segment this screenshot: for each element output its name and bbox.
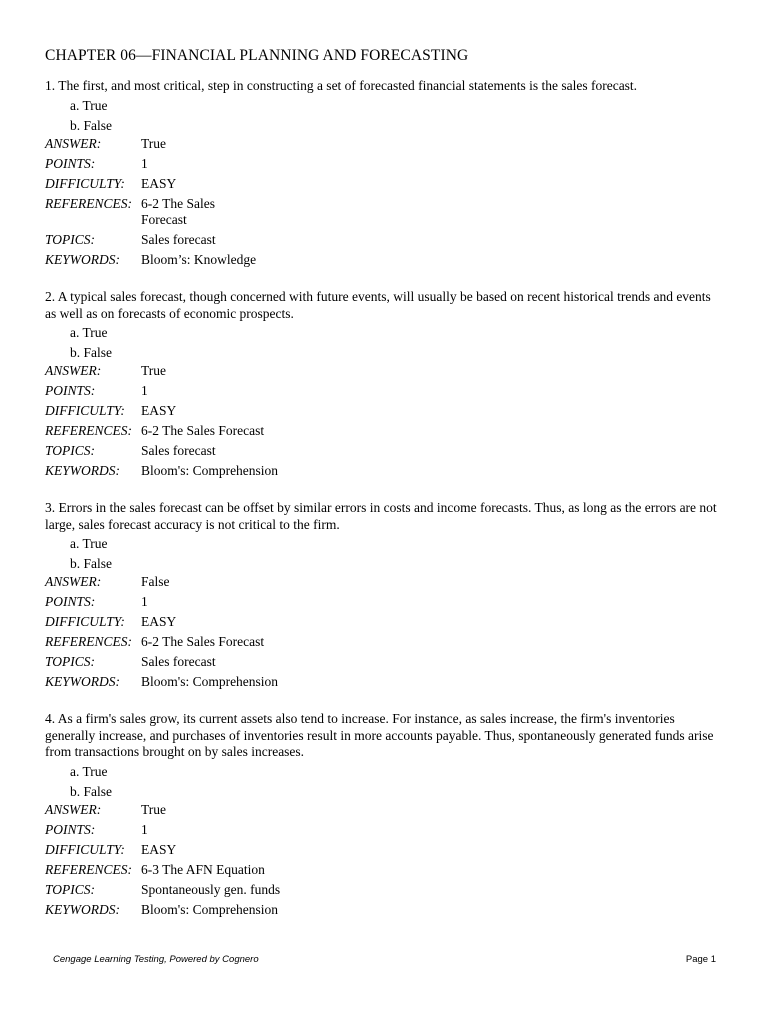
answer-label: ANSWER: <box>45 574 102 589</box>
topics-value: Sales forecast <box>141 232 216 248</box>
references-value: 6-2 The Sales Forecast <box>141 423 265 439</box>
keywords-value: Bloom's: Comprehension <box>141 901 279 917</box>
question-1 <box>45 78 725 273</box>
keywords-value: Bloom’s: Knowledge <box>141 252 257 268</box>
question-stem: 4. As a firm's sales grow, its current assets also tend to increase. For instance, as sales increase, the firm's inventories generally increase, and purchases of inventories result in more accounts payable. Thus, spontaneously generated funds arise from transactions brought on by sales increases. <box>45 711 714 759</box>
points-row <box>45 822 725 839</box>
question-2 <box>45 289 725 484</box>
points-value: 1 <box>141 821 148 837</box>
points-value: 1 <box>141 155 148 171</box>
answer-row <box>45 136 725 153</box>
question-stem: 3. Errors in the sales forecast can be offset by similar errors in costs and income forecasts. Thus, as long as the errors are not large, sales forecast accuracy is not critical to the firm. <box>45 500 717 532</box>
references-label: REFERENCES: <box>45 423 132 439</box>
difficulty-label: DIFFICULTY: <box>45 175 125 191</box>
points-value: 1 <box>141 594 148 610</box>
keywords-value: Bloom's: Comprehension <box>141 674 279 690</box>
topics-value: Spontaneously gen. funds <box>141 881 281 897</box>
points-row <box>45 383 725 400</box>
question-stem: 1. The first, and most critical, step in constructing a set of forecasted financial statements is the sales forecast. <box>45 78 638 93</box>
topics-label: TOPICS: <box>45 443 96 459</box>
points-label: POINTS: <box>45 155 96 171</box>
references-row <box>45 423 725 440</box>
keywords-row <box>45 252 725 269</box>
choice-false: b. False <box>70 556 112 571</box>
footer-page-number: Page 1 <box>685 954 716 965</box>
choice-true: a. True <box>70 536 108 551</box>
choice-true: a. True <box>70 763 108 779</box>
references-row <box>45 634 725 651</box>
question-stem: 2. A typical sales forecast, though concerned with future events, will usually be based on recent historical trends and events as well as on forecasts of economic prospects. <box>45 289 711 321</box>
difficulty-label: DIFFICULTY: <box>45 841 125 857</box>
keywords-value: Bloom's: Comprehension <box>141 463 279 479</box>
references-value: 6-2 The Sales Forecast <box>141 634 265 650</box>
topics-label: TOPICS: <box>45 881 96 897</box>
answer-value: True <box>141 135 167 151</box>
keywords-row <box>45 674 725 691</box>
keywords-label: KEYWORDS: <box>45 674 120 690</box>
question-3 <box>45 500 725 695</box>
references-label: REFERENCES: <box>45 861 132 877</box>
difficulty-value: EASY <box>141 841 177 857</box>
topics-label: TOPICS: <box>45 232 96 248</box>
references-value: 6-2 The Sales Forecast <box>141 195 215 228</box>
choice-true: a. True <box>70 97 108 113</box>
difficulty-value: EASY <box>141 403 177 419</box>
keywords-label: KEYWORDS: <box>45 463 120 479</box>
points-row <box>45 594 725 611</box>
references-label: REFERENCES: <box>45 634 132 650</box>
answer-row <box>45 802 725 819</box>
references-value: 6-3 The AFN Equation <box>141 861 265 877</box>
difficulty-label: DIFFICULTY: <box>45 403 125 419</box>
keywords-row <box>45 902 725 919</box>
difficulty-label: DIFFICULTY: <box>45 614 125 630</box>
answer-value: False <box>141 574 170 589</box>
chapter-title: CHAPTER 06—FINANCIAL PLANNING AND FORECASTING <box>45 47 469 64</box>
choice-false: b. False <box>70 783 112 799</box>
points-label: POINTS: <box>45 383 96 399</box>
difficulty-row <box>45 403 725 420</box>
topics-row <box>45 882 725 899</box>
points-label: POINTS: <box>45 594 96 610</box>
topics-row <box>45 232 725 249</box>
points-value: 1 <box>141 383 148 399</box>
difficulty-value: EASY <box>141 175 177 191</box>
references-row <box>45 862 725 879</box>
keywords-label: KEYWORDS: <box>45 901 120 917</box>
topics-label: TOPICS: <box>45 654 96 670</box>
question-4 <box>45 711 725 922</box>
answer-row <box>45 363 725 380</box>
choice-false: b. False <box>70 117 112 133</box>
answer-row <box>45 574 725 591</box>
points-row <box>45 156 725 173</box>
topics-row <box>45 654 725 671</box>
choice-false: b. False <box>70 345 112 360</box>
topics-value: Sales forecast <box>141 654 216 670</box>
difficulty-row <box>45 176 725 193</box>
answer-label: ANSWER: <box>45 801 102 817</box>
answer-value: True <box>141 801 167 817</box>
difficulty-row <box>45 614 725 631</box>
footer-publisher: Cengage Learning Testing, Powered by Cognero <box>53 954 259 965</box>
points-label: POINTS: <box>45 821 96 837</box>
answer-value: True <box>141 363 167 378</box>
answer-label: ANSWER: <box>45 363 102 378</box>
choice-true: a. True <box>70 325 108 340</box>
difficulty-value: EASY <box>141 614 177 630</box>
keywords-label: KEYWORDS: <box>45 252 120 268</box>
references-row <box>45 196 725 229</box>
topics-row <box>45 443 725 460</box>
keywords-row <box>45 463 725 480</box>
topics-value: Sales forecast <box>141 443 216 459</box>
answer-label: ANSWER: <box>45 135 102 151</box>
difficulty-row <box>45 842 725 859</box>
references-label: REFERENCES: <box>45 195 132 211</box>
